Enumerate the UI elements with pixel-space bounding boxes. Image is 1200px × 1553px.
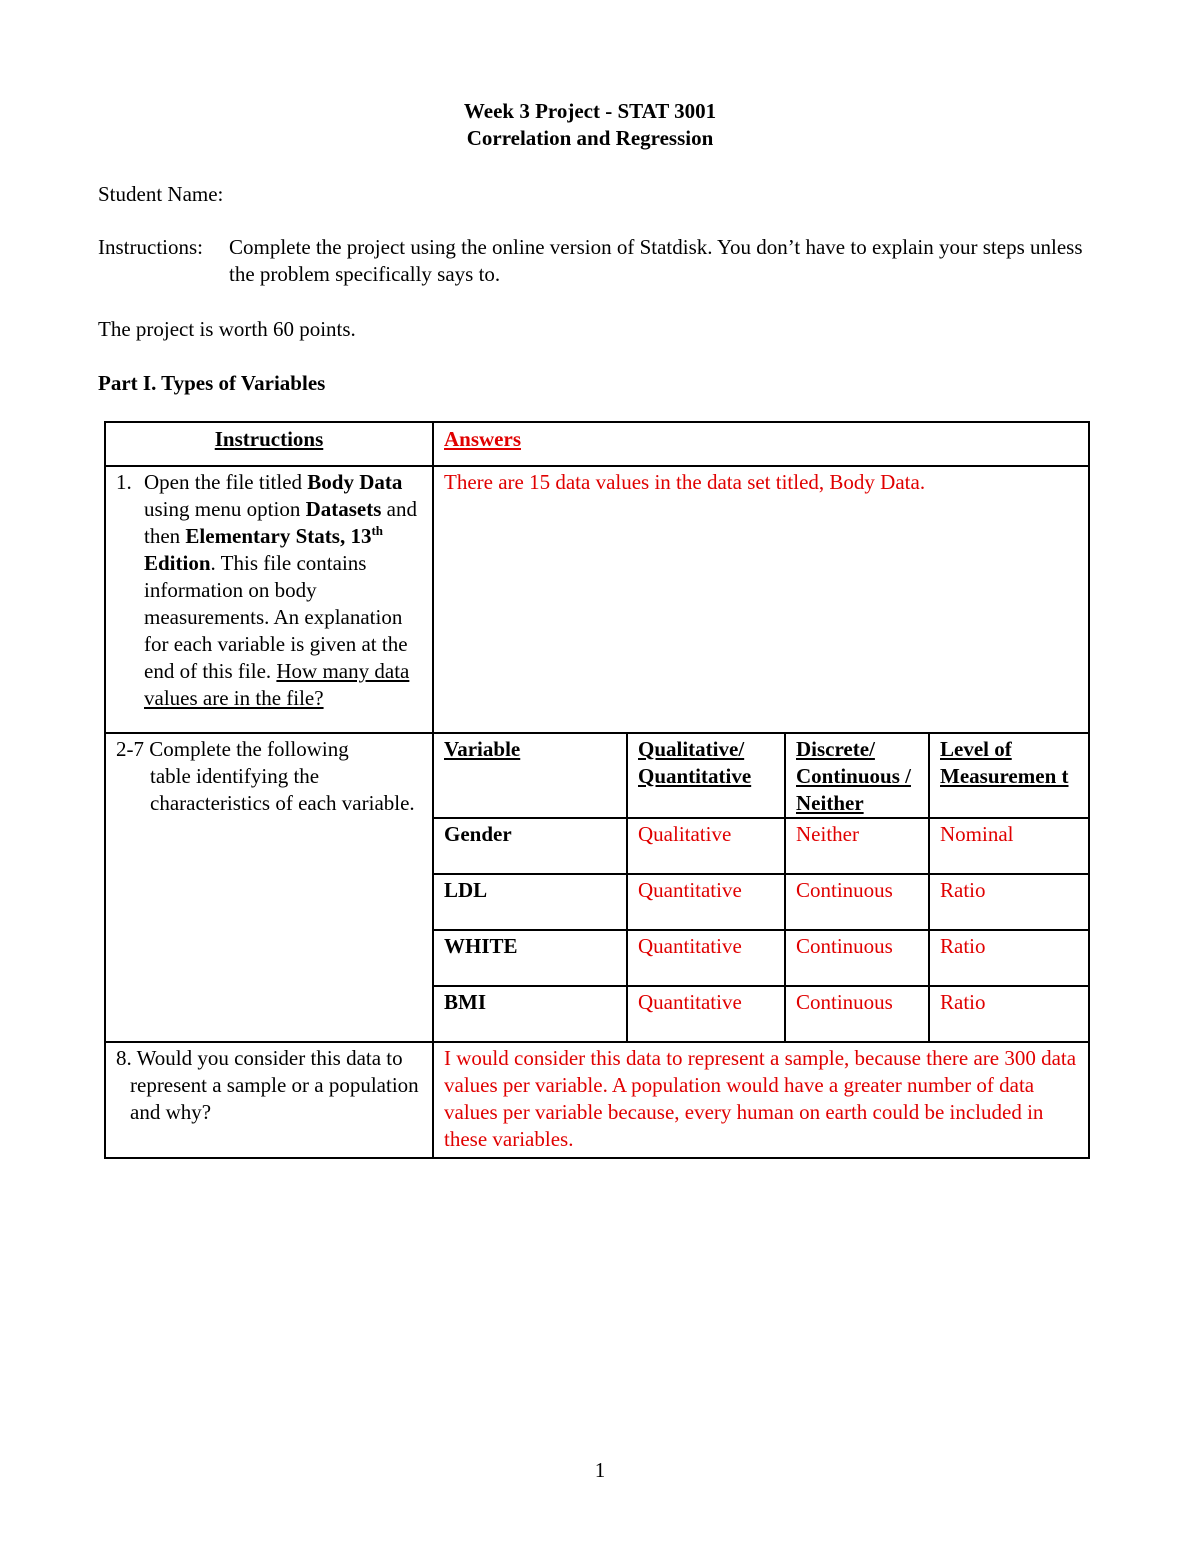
points-worth: The project is worth 60 points. xyxy=(98,317,356,341)
question-2-7-text: table identifying the characteristics of each variable. xyxy=(150,764,415,815)
discrete-continuous-answer: Continuous xyxy=(785,986,929,1041)
instructions-column-header: Instructions xyxy=(105,422,433,466)
discrete-continuous-answer: Continuous xyxy=(785,874,929,930)
variable-characteristics-table xyxy=(434,734,1088,1041)
question-1-row xyxy=(105,466,1089,733)
document-title: Week 3 Project - STAT 3001 xyxy=(463,99,717,123)
question-1-number: 1. xyxy=(116,470,132,494)
type-answer: Quantitative xyxy=(627,874,785,930)
variable-name: BMI xyxy=(434,986,627,1041)
answer-1: There are 15 data values in the data set titled, Body Data. xyxy=(433,466,1089,733)
variable-characteristics-cell xyxy=(433,733,1089,1042)
instructions-label: Instructions: xyxy=(98,235,203,259)
measurement-level-answer: Ratio xyxy=(929,930,1088,986)
table-row xyxy=(434,874,1088,930)
qualitative-quantitative-header: Qualitative/ Quantitative xyxy=(627,734,785,818)
type-answer: Quantitative xyxy=(627,930,785,986)
table-row xyxy=(434,986,1088,1041)
measurement-level-answer: Ratio xyxy=(929,986,1088,1041)
variables-table xyxy=(104,421,1090,1159)
discrete-continuous-header: Discrete/ Continuous / Neither xyxy=(785,734,929,818)
table-row xyxy=(434,930,1088,986)
discrete-continuous-answer: Neither xyxy=(785,818,929,874)
characteristics-header-row xyxy=(434,734,1088,818)
variable-name: Gender xyxy=(434,818,627,874)
variable-name: LDL xyxy=(434,874,627,930)
page-number: 1 xyxy=(594,1458,606,1482)
question-8-row xyxy=(105,1042,1089,1158)
variable-header: Variable xyxy=(434,734,627,818)
part1-heading: Part I. Types of Variables xyxy=(98,371,326,395)
question-2-7-row xyxy=(105,733,1089,1042)
measurement-level-answer: Ratio xyxy=(929,874,1088,930)
variable-name: WHITE xyxy=(434,930,627,986)
answer-8: I would consider this data to represent a sample, because there are 300 data values per variable. A population would have a greater number of data values per variable because, every human on earth could be included in these variables. xyxy=(433,1042,1089,1158)
question-2-7-first-line: 2-7 Complete the following xyxy=(116,737,349,761)
answers-column-header: Answers xyxy=(433,422,1089,466)
instructions-text: Complete the project using the online version of Statdisk. You don’t have to explain your steps unless the problem specifically says to. xyxy=(229,235,1083,286)
question-2-7 xyxy=(105,733,433,1042)
document-subtitle: Correlation and Regression xyxy=(466,126,714,150)
student-name-label: Student Name: xyxy=(98,182,224,206)
question-8 xyxy=(105,1042,433,1158)
table-header-row xyxy=(105,422,1089,466)
type-answer: Qualitative xyxy=(627,818,785,874)
level-of-measurement-header: Level of Measuremen t xyxy=(929,734,1088,818)
table-row xyxy=(434,818,1088,874)
question-8-text: 8. Would you consider this data to represent a sample or a population and why? xyxy=(116,1046,419,1124)
discrete-continuous-answer: Continuous xyxy=(785,930,929,986)
measurement-level-answer: Nominal xyxy=(929,818,1088,874)
question-1 xyxy=(105,466,433,733)
type-answer: Quantitative xyxy=(627,986,785,1041)
question-1-text: Open the file titled Body Data using menu option Datasets and then Elementary Stats, 13th Edition. This file contains information on body measurements. An explanation for each variable is given at the end of this file. How many data values are in the file? xyxy=(144,470,417,710)
